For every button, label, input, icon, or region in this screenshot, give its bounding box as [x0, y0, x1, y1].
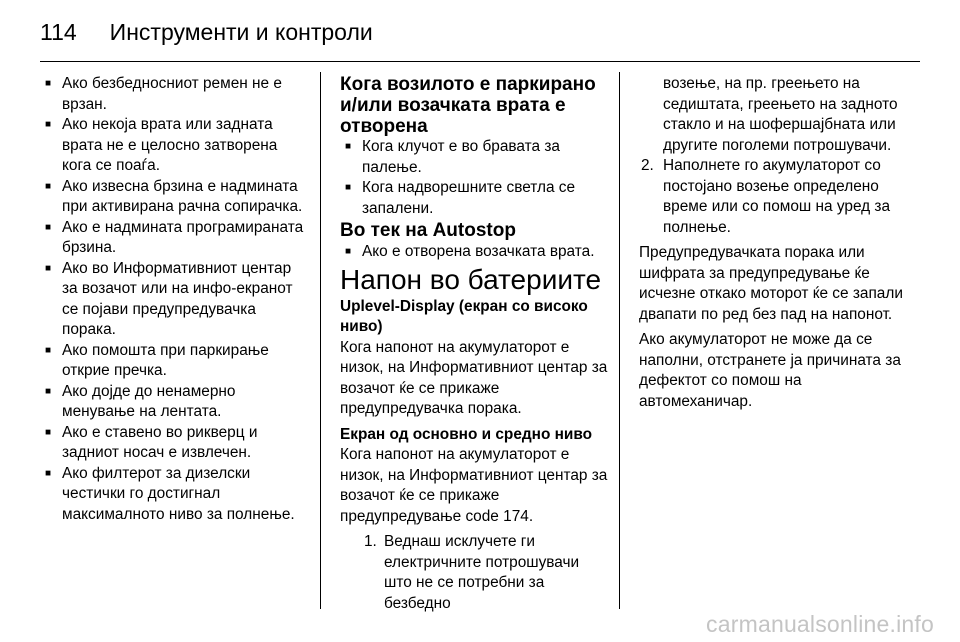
- list-item: ■ Ако е надмината програмираната брзина.: [40, 218, 310, 259]
- column-3: [639, 74, 914, 417]
- subheading-basic: Екран од основно и средно ниво: [340, 425, 593, 443]
- list-item: ■ Ако безбедносниот ремен не е врзан.: [40, 74, 310, 115]
- list-item: ■ Ако дојде до ненамерно менување на лентата.: [40, 382, 310, 423]
- column-1: [40, 74, 310, 525]
- list-item: ■ Кога надворешните светла се запалени.: [340, 178, 610, 219]
- list-item: ■ Ако помошта при паркирање открие пречка.: [40, 341, 310, 382]
- subheading-uplevel: Uplevel-Display (екран со високо ниво): [340, 297, 588, 335]
- column-divider-1: [320, 72, 321, 609]
- chapter-title: Инструменти и контроли: [109, 18, 373, 45]
- watermark: carmanualsonline.info: [706, 611, 934, 637]
- column-2: [340, 74, 610, 619]
- paragraph-uplevel: Кога напонот на акумулаторот е низок, на Информативниот центар за возачот ќе се прикаже предупредувачка порака.: [340, 338, 608, 417]
- page-header: [40, 10, 373, 54]
- heading-parked: Кога возилото е паркирано и/или возачката врата е отворена: [340, 74, 596, 137]
- step-text: Веднаш исклучете ги електричните потрошувачи што не се потребни за безбедно: [384, 533, 580, 612]
- step-number: 1.: [364, 533, 377, 550]
- heading-autostop: Во тек на Autostop: [340, 220, 516, 241]
- header-rule: [40, 61, 920, 62]
- section-title: Напон во батериите: [340, 263, 602, 295]
- list-item: ■ Ако во Информативниот центар за возачот или на инфо-екранот се појави предупредувачка порака.: [40, 259, 310, 341]
- list-item: ■ Ако филтерот за дизелски честички го достигнал максималното ниво за полнење.: [40, 464, 310, 526]
- paragraph-warning: Предупредувачката порака или шифрата за предупредување ќе исчезне откако моторот ќе се запали двапати по ред без пад на напонот.: [639, 244, 903, 323]
- page-number: 114: [40, 18, 77, 45]
- step-text: Наполнете го акумулаторот со постојано возење определено време или со помош на уред за полнење.: [663, 157, 891, 236]
- step-1: [340, 532, 610, 614]
- step-1-continued: возење, на пр. греењето на седиштата, греењето на задното стакло и на шофершајбната или другите поголеми потрошувачи.: [663, 75, 898, 154]
- step-2: [639, 156, 914, 238]
- list-item: ■ Ако е ставено во рикверц и задниот носач е извлечен.: [40, 423, 310, 464]
- paragraph-basic: Кога напонот на акумулаторот е низок, на Информативниот центар за возачот ќе се прикаже предупредување code 174.: [340, 446, 608, 525]
- list-item: ■ Кога клучот е во бравата за палење.: [340, 137, 610, 178]
- list-item: ■ Ако е отворена возачката врата.: [340, 242, 610, 263]
- list-item: ■ Ако извесна брзина е надмината при активирана рачна сопирачка.: [40, 177, 310, 218]
- column-divider-2: [619, 72, 620, 609]
- list-item: ■ Ако некоја врата или задната врата не е целосно затворена кога се поаѓа.: [40, 115, 310, 177]
- paragraph-fix: Ако акумулаторот не може да се наполни, отстранете ја причината за дефектот со помош на автомеханичар.: [639, 331, 901, 410]
- step-number: 2.: [641, 157, 654, 174]
